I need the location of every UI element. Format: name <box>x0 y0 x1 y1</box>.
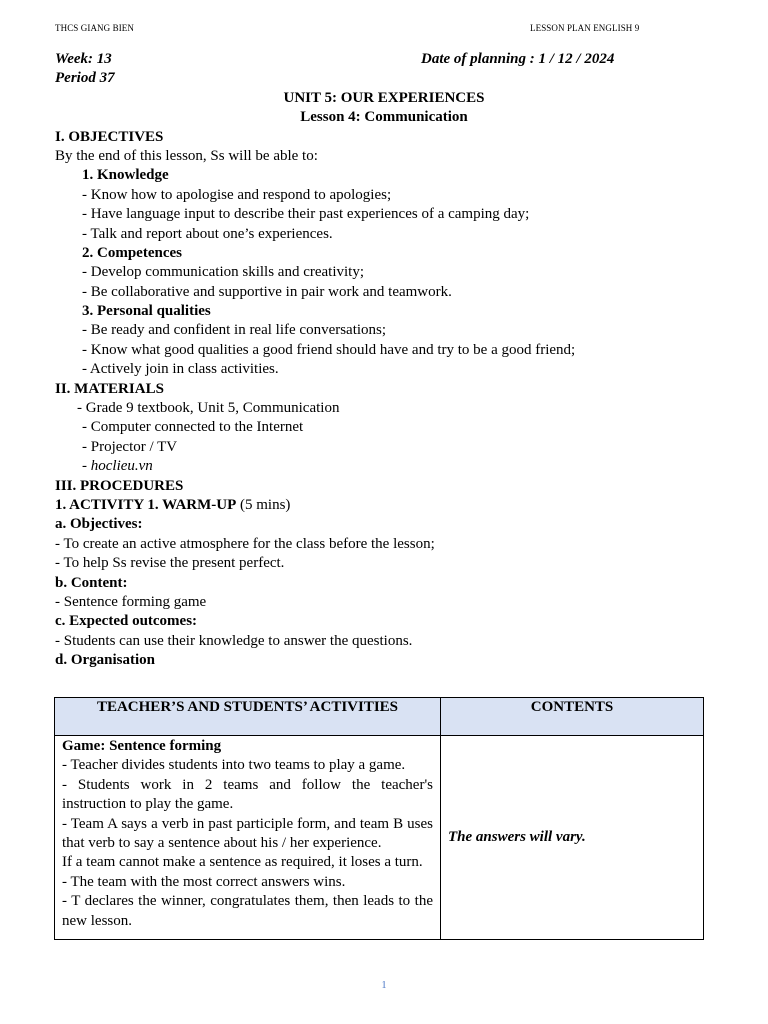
col-activities-header: TEACHER’S AND STUDENTS’ ACTIVITIES <box>55 698 441 736</box>
activity-step: - Team A says a verb in past participle form, and team B uses that verb to say a sentence about his / her experience. <box>62 815 433 852</box>
page-number: 1 <box>381 980 387 991</box>
content-heading: b. Content: <box>55 574 128 591</box>
organisation-heading: d. Organisation <box>55 652 156 669</box>
knowledge-item: - Know how to apologise and respond to apologies; <box>82 186 392 203</box>
qualities-item: - Know what good qualities a good friend should have and try to be a good friend; <box>82 341 576 358</box>
materials-item: - Grade 9 textbook, Unit 5, Communication <box>77 400 340 417</box>
knowledge-item: - Have language input to describe their past experiences of a camping day; <box>82 206 530 223</box>
materials-heading: II. MATERIALS <box>55 380 164 397</box>
objectives-intro: By the end of this lesson, Ss will be able to: <box>55 147 318 164</box>
materials-item: - Computer connected to the Internet <box>82 419 304 436</box>
qualities-item: - Actively join in class activities. <box>82 361 279 378</box>
activity-step: - Students work in 2 teams and follow the teacher's instruction to play the game. <box>62 776 433 813</box>
period-label: Period 37 <box>55 70 115 87</box>
competences-heading: 2. Competences <box>82 244 182 261</box>
activity-step: If a team cannot make a sentence as required, it loses a turn. <box>62 854 423 871</box>
header-school: THCS GIANG BIEN <box>55 23 134 33</box>
knowledge-item: - Talk and report about one’s experiences. <box>82 225 333 242</box>
week-row <box>55 50 715 69</box>
unit-title: UNIT 5: OUR EXPERIENCES <box>283 89 485 106</box>
table-row <box>55 736 704 940</box>
a-objectives-item: - To help Ss revise the present perfect. <box>55 555 285 572</box>
planning-date: Date of planning : 1 / 12 / 2024 <box>421 51 615 67</box>
lesson-title: Lesson 4: Communication <box>300 109 468 126</box>
activity-step: - T declares the winner, congratulates them, then leads to the new lesson. <box>62 893 433 929</box>
outcomes-item: - Students can use their knowledge to answer the questions. <box>55 632 413 649</box>
activity-step: - Teacher divides students into two teams to play a game. <box>62 757 406 774</box>
competences-item: - Be collaborative and supportive in pair work and teamwork. <box>82 283 452 300</box>
objectives-heading: I. OBJECTIVES <box>55 128 164 145</box>
materials-item: - hoclieu.vn <box>82 458 153 475</box>
header-doc-title: LESSON PLAN ENGLISH 9 <box>530 23 640 33</box>
a-objectives-heading: a. Objectives: <box>55 516 143 533</box>
competences-item: - Develop communication skills and creativity; <box>82 264 365 281</box>
activity-title: 1. ACTIVITY 1. WARM-UP <box>55 496 237 513</box>
materials-item: - Projector / TV <box>82 438 178 455</box>
table-header-row <box>55 698 704 736</box>
qualities-heading: 3. Personal qualities <box>82 303 211 320</box>
week-label: Week: 13 <box>55 51 112 67</box>
content-item: - Sentence forming game <box>55 593 207 610</box>
knowledge-heading: 1. Knowledge <box>82 167 169 184</box>
lesson-body <box>55 50 715 671</box>
contents-cell: The answers will vary. <box>441 736 704 940</box>
qualities-item: - Be ready and confident in real life conversations; <box>82 322 387 339</box>
game-title: Game: Sentence forming <box>62 738 222 754</box>
col-contents-header: CONTENTS <box>441 698 704 736</box>
outcomes-heading: c. Expected outcomes: <box>55 613 198 630</box>
activity-step: - The team with the most correct answers wins. <box>62 873 346 890</box>
activity-time: (5 mins) <box>236 496 291 513</box>
a-objectives-item: - To create an active atmosphere for the class before the lesson; <box>55 535 435 552</box>
activity-title-row <box>55 496 715 515</box>
activities-table <box>54 697 704 940</box>
activities-cell <box>55 736 441 940</box>
procedures-heading: III. PROCEDURES <box>55 477 184 494</box>
